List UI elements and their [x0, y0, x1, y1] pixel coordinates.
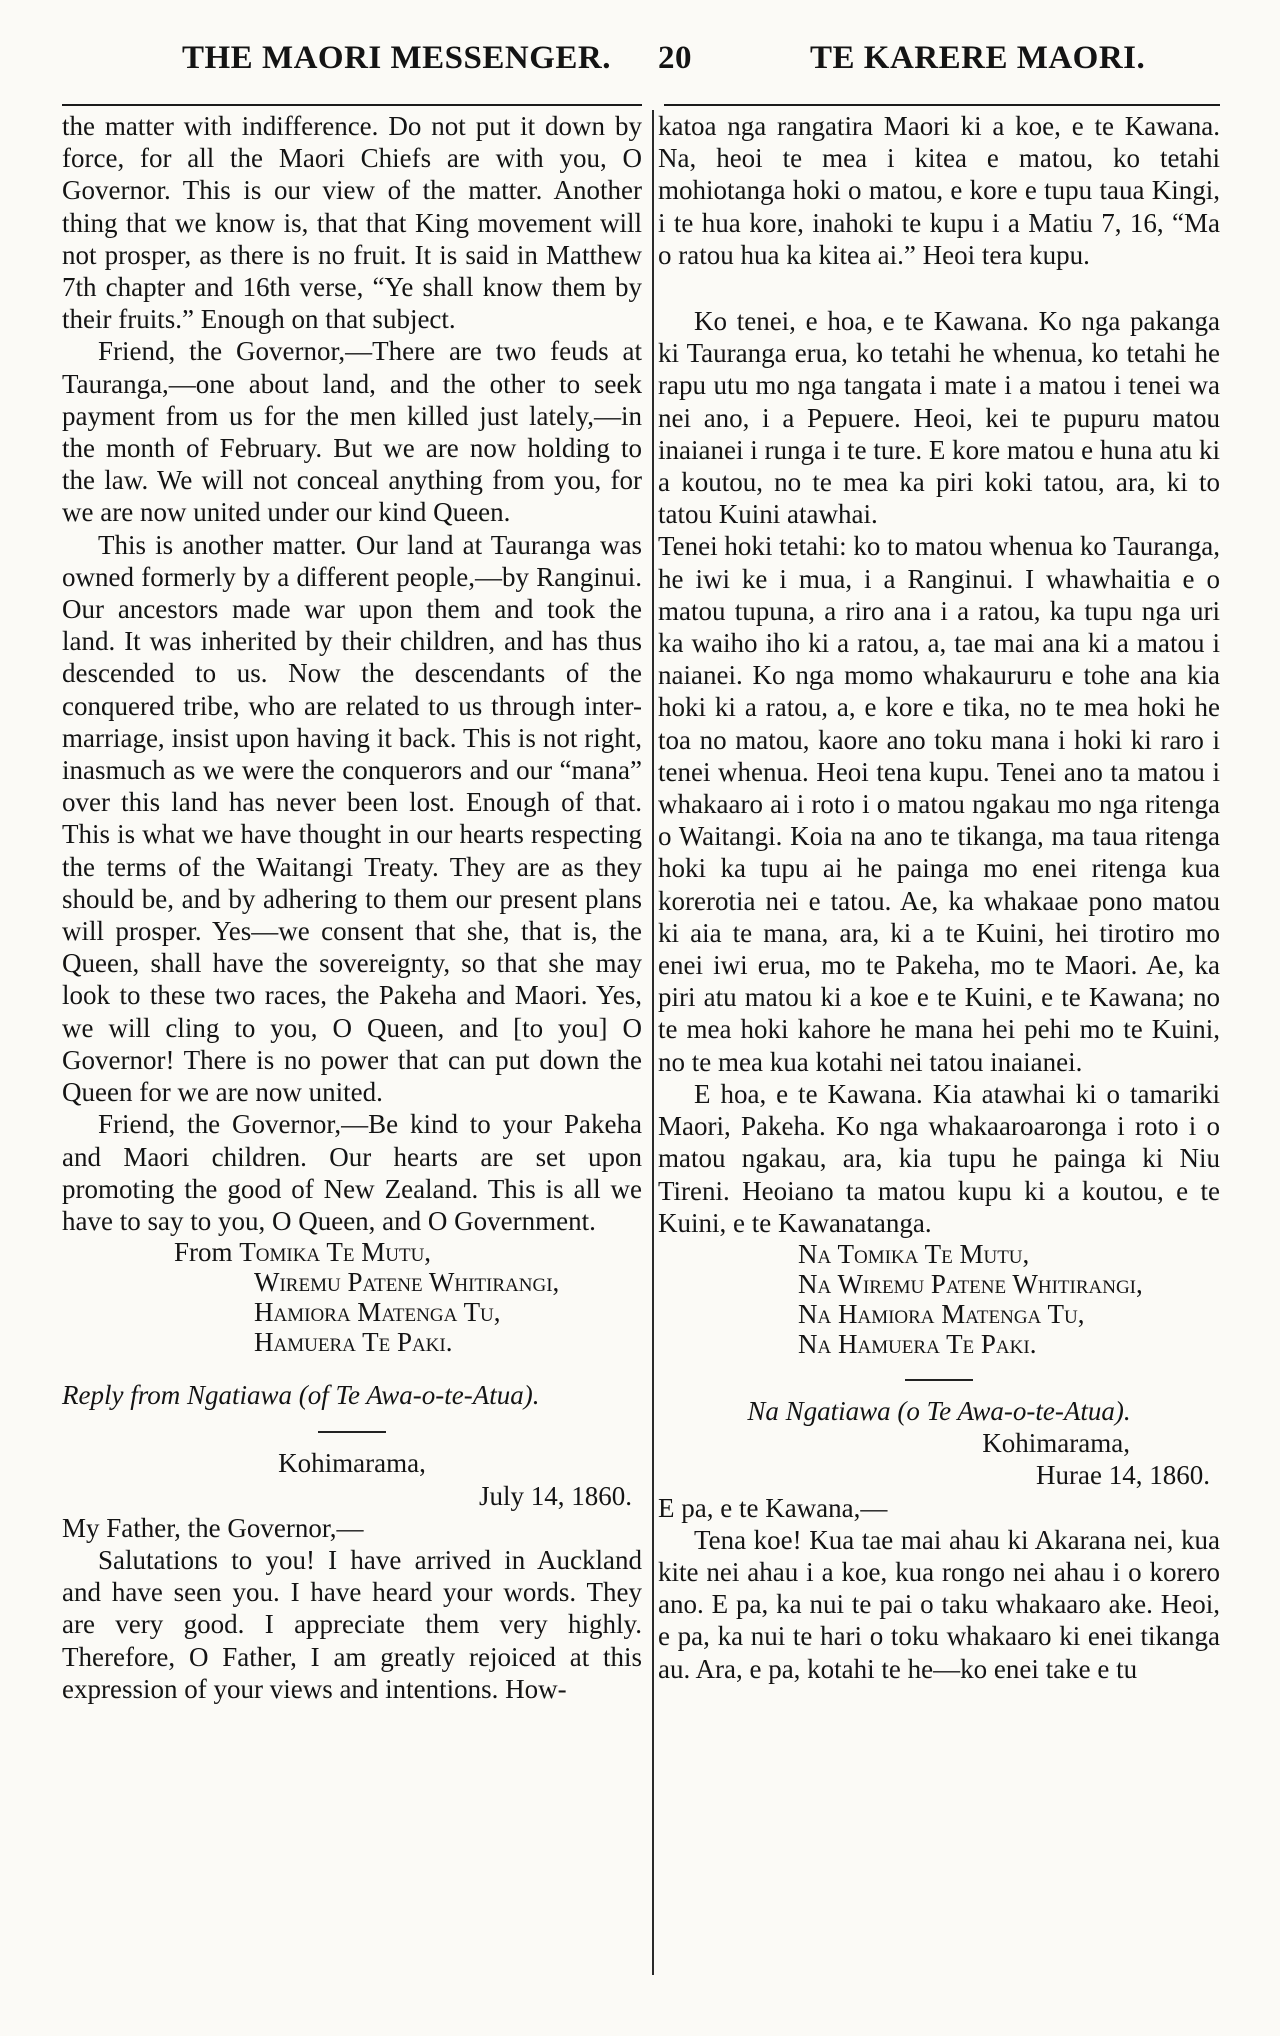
maori-reply-heading: Na Ngatiawa (o Te Awa-o-te-Atua).	[747, 1395, 1131, 1426]
maori-date: Hurae 14, 1860.	[1036, 1460, 1210, 1491]
header-english-title: THE MAORI MESSENGER.	[182, 40, 611, 76]
english-date: July 14, 1860.	[478, 1480, 632, 1511]
maori-column	[658, 110, 1220, 1685]
maori-signatory-3: Na Hamiora Matenga Tu,	[798, 1298, 1085, 1329]
signatory-1: Tomika Te Mutu,	[239, 1237, 432, 1268]
column-divider	[652, 110, 654, 1975]
english-paragraph-4: Friend, the Governor,—Be kind to your Pakeha and Maori children. Our hearts are set upon promoting the good of New Zealand. This is all we have to say to you, O Queen, and O Government.	[62, 1109, 642, 1236]
maori-section-rule	[905, 1379, 973, 1381]
english-location: Kohimarama,	[278, 1448, 426, 1479]
maori-salutation: E pa, e te Kawana,—	[658, 1492, 888, 1523]
maori-paragraph-2: Ko tenei, e hoa, e te Kawana. Ko nga pakanga ki Tauranga erua, ko tetahi he whenua, ko tetahi he rapu utu mo nga tangata i mate i a matou i tenei wa nei ano, i a Pepuere. Heoi, kei te pupuru matou inaianei i runga i te ture. E kore matou e huna atu ki a koutou, no te mea ka piri koki tatou, ara, ki to tatou Kuini atawhai.	[658, 306, 1220, 530]
english-paragraph-3: This is another matter. Our land at Tauranga was owned formerly by a different people,—by Ranginui. Our ancestors made war upon them and took the land. It was inherited by their children, and has thus descended to us. Now the descendants of the conquered tribe, who are related to us through inter-marriage, insist upon having it back. This is not right, inasmuch as we were the conquerors and our “mana” over this land has never been lost. Enough of that. This is what we have thought in our hearts respecting the terms of the Waitangi Treaty. They are as they should be, and by adhering to them our present plans will prosper. Yes—we consent that she, that is, the Queen, shall have the sovereignty, so that she may look to these two races, the Pakeha and Maori. Yes, we will cling to you, O Queen, and [to you] O Governor! There is no power that can put down the Queen for we are now united.	[62, 529, 642, 1108]
maori-location: Kohimarama,	[982, 1428, 1130, 1459]
maori-paragraph-1: katoa nga rangatira Maori ki a koe, e te Kawana. Na, heoi te mea i kitea e matou, ko tetahi mohiotanga hoki o matou, e kore e tupu taua Kingi, i te hua kore, inahoki te kupu i a Matiu 7, 16, “Ma o ratou hua ka kitea ai.” Heoi tera kupu.	[658, 111, 1220, 270]
maori-paragraph-4: E hoa, e te Kawana. Kia atawhai ki o tamariki Maori, Pakeha. Ko nga whakaaroaronga i roto i o matou ngakau, ara, kia tupu he painga ki Niu Tireni. Heoiano ta matou kupu ki a koutou, e te Kuini, e te Kawanatanga.	[658, 1078, 1220, 1238]
english-salutation: My Father, the Governor,—	[62, 1512, 364, 1543]
signatory-3: Hamiora Matenga Tu,	[254, 1297, 501, 1328]
english-signatories	[62, 1237, 642, 1357]
header-rule-left	[62, 104, 642, 106]
signature-from-label: From	[174, 1237, 233, 1268]
english-reply-heading: Reply from Ngatiawa (of Te Awa-o-te-Atua).	[62, 1380, 540, 1411]
maori-paragraph-5: Tena koe! Kua tae mai ahau ki Akarana nei, kua kite nei ahau i a koe, kua rongo nei ahau i o korero ano. E pa, ka nui te pai o taku whakaaro ake. Heoi, e pa, ka nui te hari o toku whakaaro ki enei tikanga au. Ara, e pa, kotahi te he—ko enei take e tu	[658, 1524, 1220, 1684]
maori-signatories	[658, 1239, 1220, 1359]
english-paragraph-1: the matter with indifference. Do not put it down by force, for all the Maori Chiefs are with you, O Governor. This is our view of the matter. Another thing that we know is, that that King movement will not prosper, as there is no fruit. It is said in Matthew 7th chapter and 16th verse, “Ye shall know them by their fruits.” Enough on that subject.	[62, 111, 642, 335]
header-maori-title: TE KARERE MAORI.	[810, 40, 1146, 76]
english-paragraph-5: Salutations to you! I have arrived in Auckland and have seen you. I have heard your words. They are very good. I appreciate them very highly. Therefore, O Father, I am greatly rejoiced at this expression of your views and intentions. How-	[62, 1544, 642, 1704]
header-rule-right	[664, 104, 1220, 106]
maori-signatory-1: Na Tomika Te Mutu,	[798, 1238, 1030, 1269]
maori-signatory-4: Na Hamuera Te Paki.	[798, 1328, 1037, 1359]
signatory-2: Wiremu Patene Whitirangi,	[254, 1267, 560, 1298]
maori-paragraph-3: Tenei hoki tetahi: ko to matou whenua ko Tauranga, he iwi ke i mua, i a Ranginui. I whawhaitia e o matou tupuna, a riro ana i a ratou, ka tupu nga uri ka waiho iho ki a ratou, a, tae mai ana ki a matou i naianei. Ko nga momo whakaururu e tohe ana kia hoki ki a ratou, a, e kore e tika, no te mea hoki he toa no matou, kaore ano toku mana i hoki ki raro i tenei whenua. Heoi tena kupu. Tenei ano ta matou i whakaaro ai i roto i o matou ngakau mo nga ritenga o Waitangi. Koia na ano te tikanga, ma taua ritenga hoki ka tupu ai he painga mo enei ritenga kua korerotia nei e tatou. Ae, ka whakaae pono matou ki aia te mana, ara, ki a te Kuini, hei tirotiro mo enei iwi erua, mo te Pakeha, mo te Maori. Ae, ka piri atu matou ki a koe e te Kuini, e te Kawana; no te mea hoki kahore he mana hei pehi mo te Kuini, no te mea kua kotahi nei tatou inaianei.	[658, 531, 1220, 1077]
page-number: 20	[658, 40, 692, 76]
english-column	[62, 110, 642, 1705]
signatory-4: Hamuera Te Paki.	[254, 1327, 453, 1358]
page-header	[170, 40, 1146, 84]
section-rule	[318, 1431, 386, 1433]
english-paragraph-2: Friend, the Governor,—There are two feuds at Tauranga,—one about land, and the other to seek payment from us for the men killed just lately,—in the month of February. But we are now holding to the law. We will not conceal anything from you, for we are now united under our kind Queen.	[62, 336, 642, 528]
maori-signatory-2: Na Wiremu Patene Whitirangi,	[798, 1268, 1143, 1299]
